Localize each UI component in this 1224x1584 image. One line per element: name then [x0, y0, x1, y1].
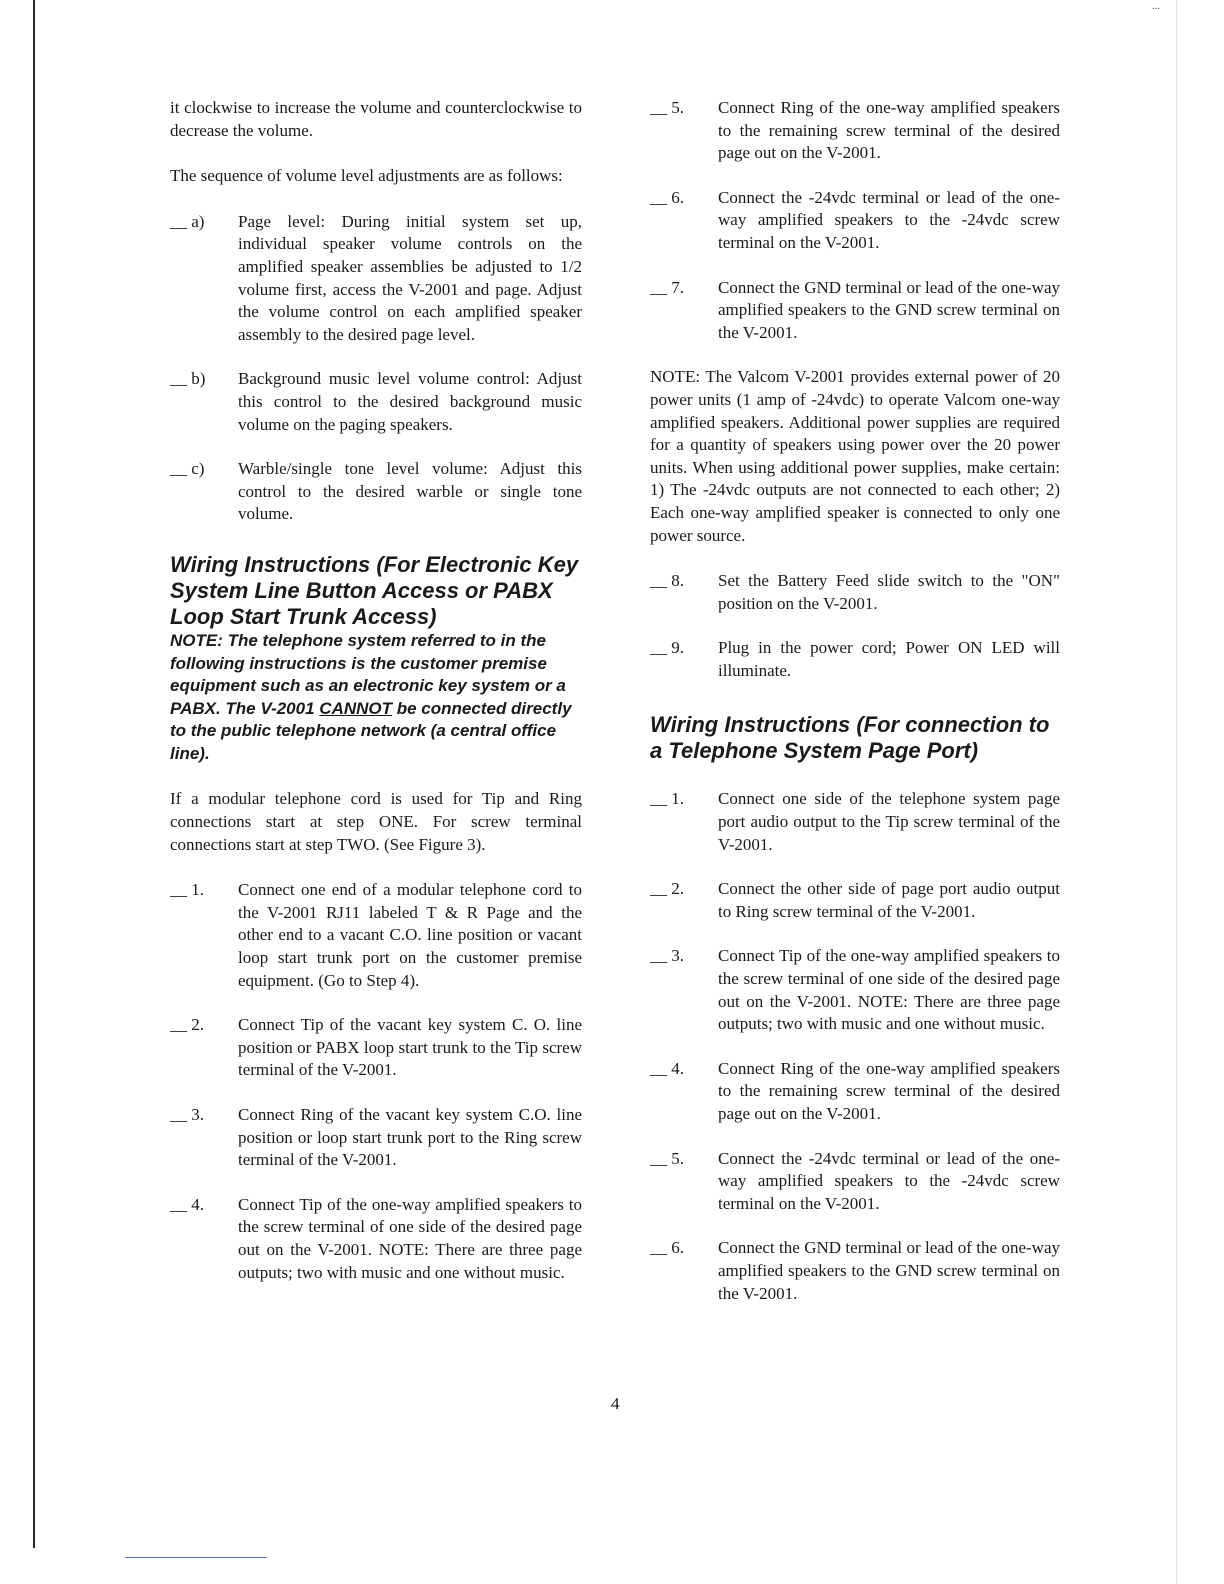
page-port-step-1 [650, 788, 1060, 856]
step-text: Connect the -24vdc terminal or lead of the one-way amplified speakers to the -24vdc screw terminal on the V-2001. [718, 1148, 1060, 1213]
section-heading-key-system: Wiring Instructions (For Electronic Key System Line Button Access or PABX Loop Start Trunk Access) [170, 551, 579, 629]
step-text: Connect Tip of the one-way amplified speakers to the screw terminal of one side of the desired page out on the V-2001. NOTE: There are three page outputs; two with music and one without music. [238, 1194, 582, 1282]
step-text: Connect Tip of the one-way amplified speakers to the screw terminal of one side of the desired page out on the V-2001. NOTE: There are three page outputs; two with music and one without music. [718, 946, 1060, 1034]
step-text: Connect Ring of the one-way amplified speakers to the remaining screw terminal of the desired page out on the V-2001. [718, 98, 1060, 163]
step-text: Warble/single tone level volume: Adjust this control to the desired warble or single tone volume. [238, 459, 582, 524]
step-marker: __ 2. [170, 1015, 204, 1035]
key-step-2 [170, 1014, 582, 1082]
step-marker: __ 2. [650, 879, 684, 899]
step-text: Connect Ring of the vacant key system C.O. line position or loop start trunk port to the Ring screw terminal of the V-2001. [238, 1105, 582, 1170]
step-text: Plug in the power cord; Power ON LED will illuminate. [718, 638, 1060, 680]
step-text: Connect the GND terminal or lead of the one-way amplified speakers to the GND screw terminal on the V-2001. [718, 1238, 1060, 1303]
volume-step-b [170, 368, 582, 436]
step-marker: __ 3. [170, 1105, 204, 1124]
step-marker: __ 7. [650, 277, 684, 297]
step-text: Page level: During initial system set up, individual speaker volume controls on the amplified speaker assemblies be adjusted to 1/2 volume first, access the V-2001 and page. Adjust the volume control on each amplified speaker assembly to the desired page level. [238, 211, 582, 344]
step-text: Connect one end of a modular telephone cord to the V-2001 RJ11 labeled T & R Page and the other end to a vacant C.O. line position or vacant loop start trunk port on the customer premise equipment. (Go to Step 4). [238, 880, 582, 990]
page-port-step-4 [650, 1058, 1060, 1126]
key-step-4 [170, 1194, 582, 1284]
intro-paragraph: it clockwise to increase the volume and counterclockwise to decrease the volume. [170, 98, 582, 140]
key-step-3 [170, 1104, 582, 1172]
section-heading-page-port: Wiring Instructions (For connection to a Telephone System Page Port) [650, 712, 1050, 764]
key-step-6 [650, 187, 1060, 255]
volume-step-a [170, 211, 582, 347]
step-marker: __ 4. [650, 1058, 684, 1078]
step-marker: __ 8. [650, 571, 684, 591]
step-marker: __ 1. [650, 789, 684, 809]
step-marker: __ 1. [170, 880, 204, 900]
page-port-step-6 [650, 1237, 1060, 1305]
key-step-7 [650, 277, 1060, 345]
bold-note [170, 630, 582, 766]
step-marker: __ 6. [650, 1238, 684, 1258]
step-marker: __ a) [170, 211, 205, 231]
key-step-5 [650, 97, 1060, 165]
step-text: Connect Ring of the one-way amplified speakers to the remaining screw terminal of the desired page out on the V-2001. [718, 1058, 1060, 1123]
power-note-paragraph: NOTE: The Valcom V-2001 provides external power of 20 power units (1 amp of -24vdc) to operate Valcom one-way amplified speakers. Additional power supplies are required for a quantity of speakers using power over the 20 power units. When using additional power supplies, make certain: 1) The -24vdc outputs are not connected to each other; 2) Each one-way amplified speaker is connected to only one power source. [650, 367, 1060, 545]
left-column [170, 97, 582, 1306]
step-marker: __ 5. [650, 1148, 684, 1168]
bold-note-end: be connected directly to the public telephone network (a central office line). [170, 698, 572, 763]
corner-mark: ... [1152, 0, 1161, 12]
key-step-9 [650, 637, 1060, 682]
key-step-8 [650, 570, 1060, 615]
left-margin-rule [33, 0, 35, 1548]
step-marker: __ 4. [170, 1194, 204, 1214]
step-text: Background music level volume control: Adjust this control to the desired background music volume on the paging speakers. [238, 369, 582, 434]
volume-step-c [170, 458, 582, 526]
step-marker: __ b) [170, 369, 206, 389]
bold-note-start: NOTE: The telephone system referred to in the following instructions is the customer premise equipment such as an electronic key system or a PABX. The V-2001 [170, 630, 566, 718]
page-number: 4 [611, 1394, 620, 1413]
step-text: Connect the other side of page port audio output to Ring screw terminal of the V-2001. [718, 879, 1060, 921]
step-text: Set the Battery Feed slide switch to the "ON" position on the V-2001. [718, 571, 1060, 613]
key-step-1 [170, 879, 582, 992]
right-margin-rule [1176, 0, 1177, 1584]
page-port-step-3 [650, 945, 1060, 1035]
step-marker: __ 5. [650, 98, 684, 117]
page-port-step-2 [650, 878, 1060, 923]
step-marker: __ c) [170, 459, 205, 479]
step-text: Connect the -24vdc terminal or lead of the one-way amplified speakers to the -24vdc screw terminal on the V-2001. [718, 187, 1060, 252]
step-text: Connect one side of the telephone system page port audio output to the Tip screw terminal of the V-2001. [718, 789, 1060, 854]
modular-cord-paragraph: If a modular telephone cord is used for Tip and Ring connections start at step ONE. For screw terminal connections start at step TWO. (See Figure 3). [170, 789, 582, 854]
step-marker: __ 6. [650, 187, 684, 207]
page-port-step-5 [650, 1148, 1060, 1216]
step-text: Connect the GND terminal or lead of the one-way amplified speakers to the GND screw terminal on the V-2001. [718, 277, 1060, 342]
step-marker: __ 3. [650, 946, 684, 966]
bold-note-cannot: CANNOT [319, 698, 393, 718]
step-text: Connect Tip of the vacant key system C. O. line position or PABX loop start trunk to the Tip screw terminal of the V-2001. [238, 1015, 582, 1080]
step-marker: __ 9. [650, 638, 684, 658]
footnote-rule [125, 1557, 267, 1558]
right-column [650, 97, 1060, 1327]
sequence-paragraph: The sequence of volume level adjustments are as follows: [170, 166, 563, 186]
